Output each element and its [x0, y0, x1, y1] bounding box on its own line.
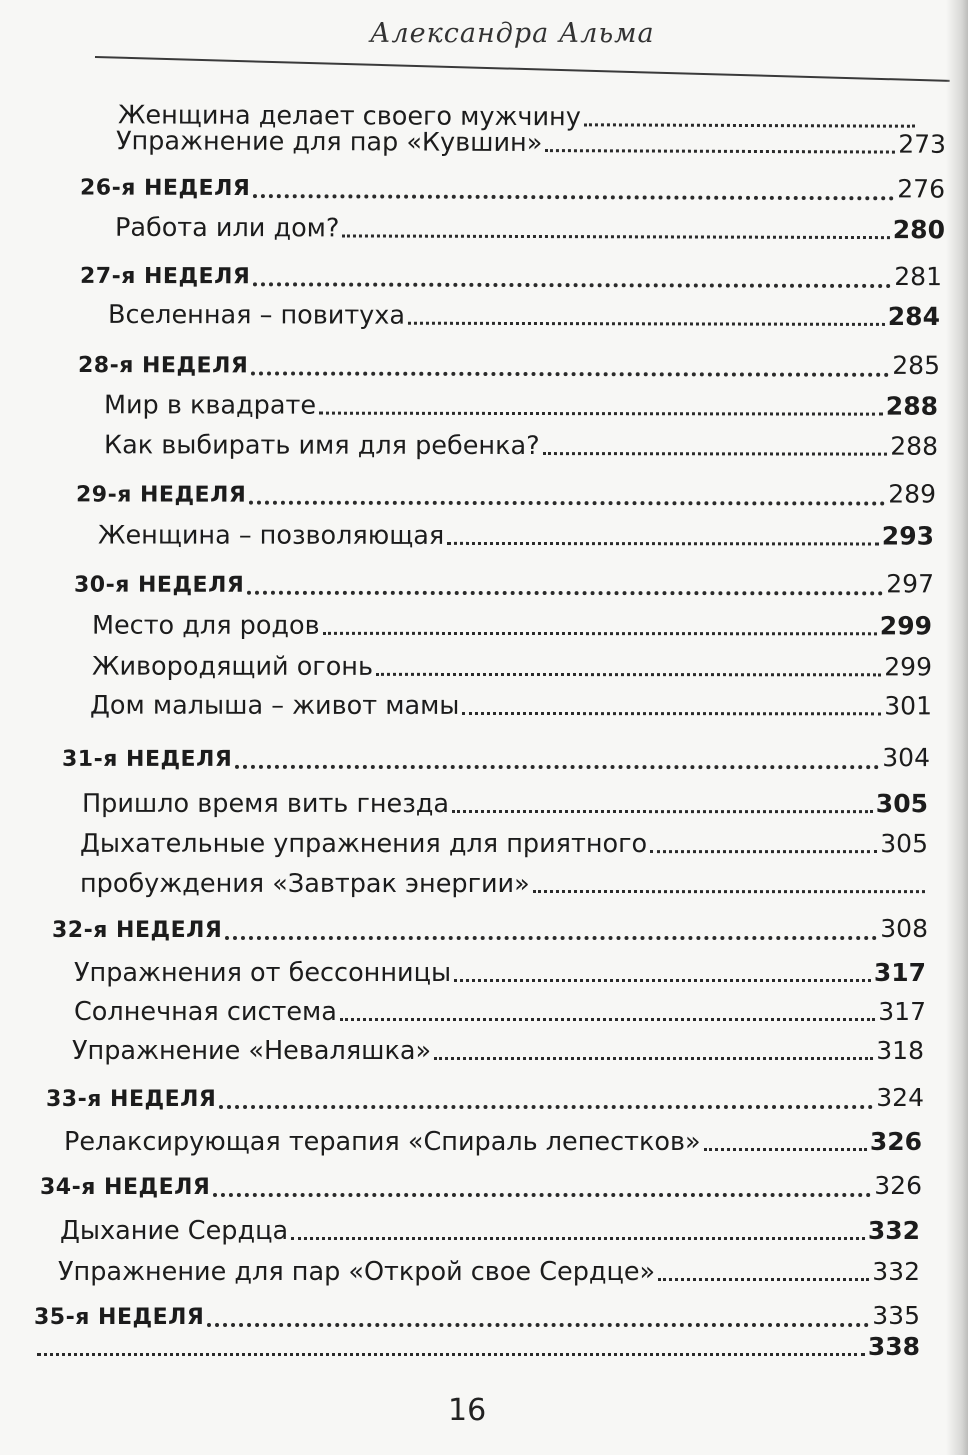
toc-entry — [98, 519, 934, 552]
toc-entry — [104, 429, 938, 462]
toc-entry — [72, 1035, 924, 1067]
toc-entry — [80, 828, 928, 860]
toc-label: Пришло время вить гнезда — [81, 788, 450, 819]
toc-page-number: 305 — [880, 829, 929, 859]
toc-label: Упражнения от бессонницы — [74, 958, 452, 988]
dot-leader — [247, 590, 883, 596]
toc-label: Вселенная – повитуха — [107, 299, 406, 331]
dot-leader — [251, 370, 889, 376]
toc-label: Дыхательные упражнения для приятного — [79, 828, 648, 860]
toc-week-heading — [34, 1300, 920, 1334]
toc-label: Место для родов — [91, 610, 320, 641]
toc-label: Мир в квадрате — [103, 390, 317, 421]
toc-label: 26-я НЕДЕЛЯ — [79, 175, 251, 202]
toc-label: Женщина – позволяющая — [97, 520, 445, 551]
toc-week-heading — [78, 348, 940, 384]
toc-label: Релаксирующая терапия «Спираль лепестков» — [64, 1127, 701, 1157]
dot-leader — [704, 1147, 867, 1151]
toc-entry — [104, 389, 938, 422]
toc-label: пробуждения «Завтрак энергии» — [79, 868, 530, 900]
toc-label: Работа или дом? — [114, 212, 340, 244]
toc-entry — [90, 690, 932, 723]
dot-leader — [249, 500, 885, 506]
toc-entry — [108, 299, 940, 333]
running-header-author: Александра Альма — [370, 18, 655, 49]
toc-page-number: 288 — [885, 391, 939, 421]
toc-page-number: 304 — [882, 743, 931, 773]
toc-label: Упражнение «Неваляшка» — [72, 1036, 432, 1066]
toc-week-heading — [74, 568, 934, 603]
toc-week-heading — [46, 1082, 924, 1116]
toc-page-number: 326 — [874, 1171, 922, 1200]
dot-leader — [253, 281, 891, 288]
dot-leader — [543, 451, 888, 456]
toc-page-number: 281 — [894, 262, 943, 292]
toc-page-number: 317 — [878, 997, 926, 1026]
toc-label: Солнечная система — [74, 997, 337, 1027]
toc-entry — [64, 1126, 922, 1158]
toc-label: 30-я НЕДЕЛЯ — [73, 572, 245, 598]
toc-entry — [58, 1256, 920, 1288]
dot-leader — [376, 672, 881, 676]
toc-page-number: 301 — [884, 691, 933, 721]
dot-leader — [452, 809, 873, 813]
toc-page-number: 308 — [880, 914, 928, 943]
toc-entry — [116, 125, 946, 161]
toc-page-number: 285 — [892, 350, 941, 380]
page-number: 16 — [448, 1393, 487, 1428]
toc-page-number: 284 — [887, 301, 941, 332]
toc-label: 28-я НЕДЕЛЯ — [77, 353, 249, 379]
dot-leader — [225, 935, 877, 940]
toc-page-number: 289 — [888, 479, 937, 509]
toc-entry — [115, 212, 945, 247]
toc-label: 27-я НЕДЕЛЯ — [79, 263, 251, 290]
toc-label: Дыхание Сердца — [60, 1216, 289, 1246]
toc-label: 31-я НЕДЕЛЯ — [61, 746, 233, 772]
toc-entry — [34, 1331, 920, 1363]
toc-page-number: 324 — [876, 1083, 924, 1112]
dot-leader — [235, 764, 879, 769]
dot-leader — [342, 233, 889, 239]
dot-leader — [207, 1322, 869, 1327]
dot-leader — [37, 1352, 865, 1356]
toc-page-number: 293 — [881, 521, 935, 551]
dot-leader — [319, 411, 883, 416]
toc-entry — [92, 651, 932, 684]
toc-page-number: 326 — [869, 1127, 922, 1156]
dot-leader — [323, 631, 877, 635]
dot-leader — [408, 321, 885, 326]
toc-label: 33-я НЕДЕЛЯ — [46, 1087, 217, 1112]
toc-page-number: 288 — [890, 431, 939, 461]
toc-label: Как выбирать имя для ребенка? — [103, 430, 540, 462]
toc-page-number: 332 — [867, 1216, 920, 1245]
toc-entry — [60, 1215, 920, 1247]
toc-page-number: 299 — [879, 611, 933, 641]
dot-leader — [454, 978, 871, 982]
dot-leader — [650, 849, 877, 853]
toc-label: 34-я НЕДЕЛЯ — [40, 1175, 211, 1200]
dot-leader — [219, 1104, 873, 1109]
toc-entry — [82, 788, 928, 820]
dot-leader — [533, 889, 925, 893]
toc-page-number: 273 — [898, 129, 947, 159]
toc-entry — [92, 610, 932, 643]
dot-leader — [658, 1277, 869, 1281]
toc-label: Живородящий огонь — [91, 651, 374, 682]
dot-leader — [447, 541, 879, 546]
toc-week-heading — [80, 259, 942, 295]
toc-page-number: 297 — [886, 569, 935, 599]
toc-week-heading — [62, 742, 930, 776]
toc-entry — [74, 996, 926, 1028]
toc-week-heading — [52, 913, 928, 947]
page-edge-shadow — [946, 0, 968, 1455]
toc-week-heading — [76, 477, 936, 512]
toc-week-heading — [40, 1170, 922, 1204]
toc-week-heading — [80, 170, 945, 207]
toc-entry — [80, 868, 928, 900]
toc-entry — [74, 957, 926, 989]
toc-label: Дом малыша – живот мамы — [89, 690, 460, 721]
toc-label: 35-я НЕДЕЛЯ — [34, 1305, 205, 1330]
toc-label: 29-я НЕДЕЛЯ — [75, 482, 247, 508]
dot-leader — [545, 148, 895, 154]
header-rule — [95, 56, 950, 82]
toc-page-number: 335 — [872, 1301, 920, 1330]
toc-label: Упражнение для пар «Кувшин» — [115, 126, 543, 159]
toc-page-number: 305 — [875, 789, 929, 819]
toc-page-number: 338 — [867, 1332, 920, 1361]
toc-page-number: 280 — [892, 215, 946, 245]
toc-label: 32-я НЕДЕЛЯ — [52, 918, 223, 943]
dot-leader — [253, 193, 894, 200]
toc-page-number: 299 — [884, 652, 933, 682]
dot-leader — [434, 1056, 873, 1060]
dot-leader — [291, 1236, 865, 1240]
dot-leader — [340, 1017, 875, 1021]
dot-leader — [462, 711, 881, 715]
toc-page-number: 276 — [897, 174, 946, 204]
toc-page-number: 317 — [873, 958, 926, 987]
toc-label: Упражнение для пар «Открой свое Сердце» — [58, 1257, 656, 1287]
dot-leader — [213, 1192, 871, 1197]
toc-page-number: 332 — [872, 1257, 920, 1286]
toc-label: Женщина делает своего мужчину — [117, 100, 581, 133]
toc-page-number: 318 — [876, 1036, 924, 1065]
